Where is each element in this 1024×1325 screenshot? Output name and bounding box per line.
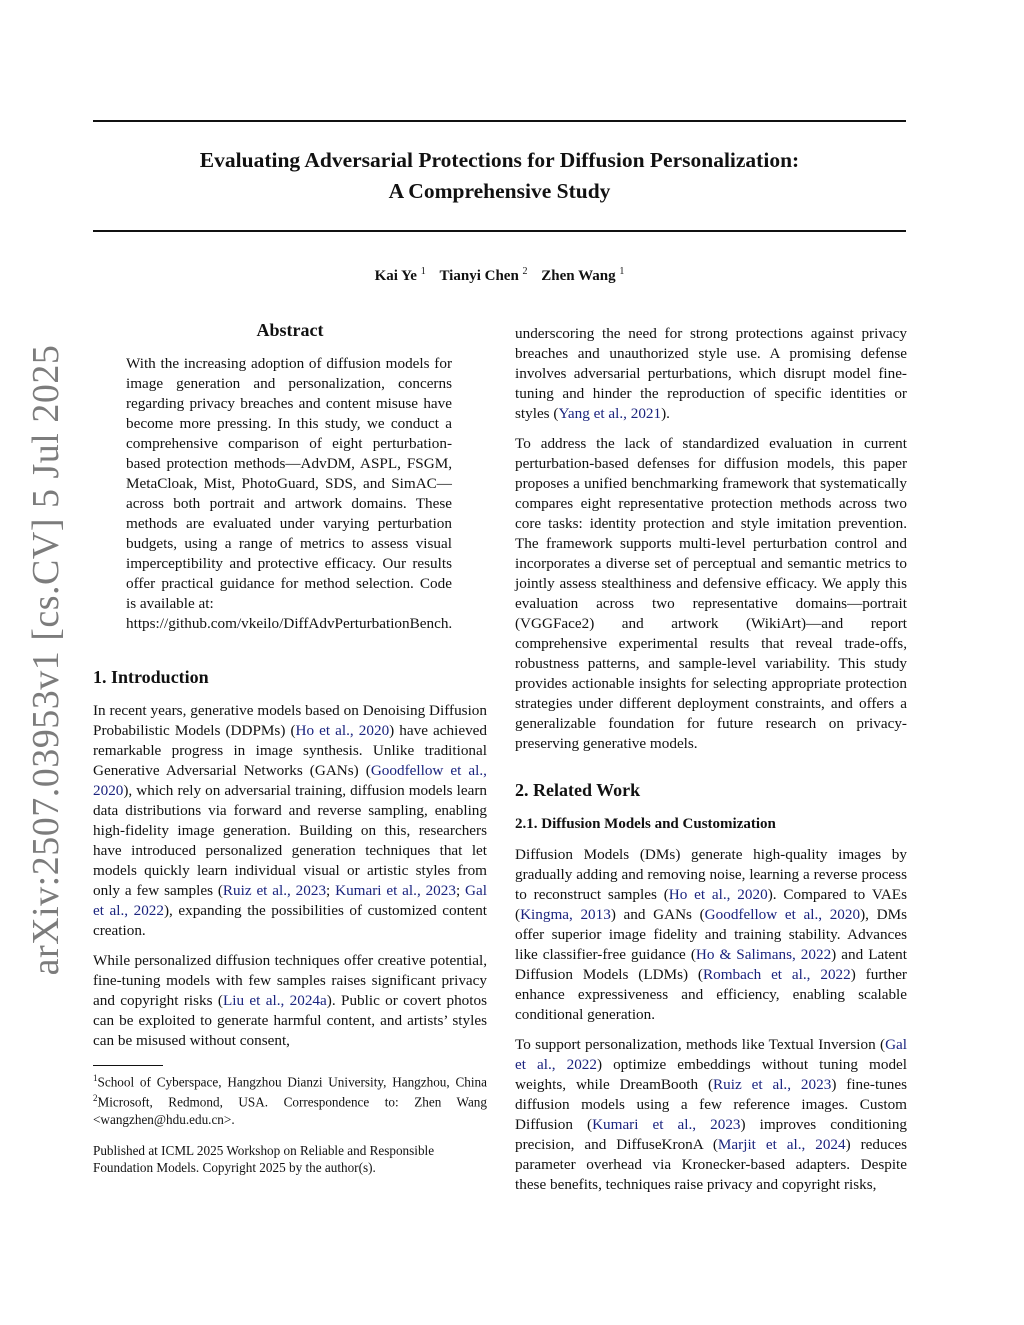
citation-link[interactable]: Ho et al., 2020 xyxy=(668,886,768,903)
introduction-heading: 1. Introduction xyxy=(93,667,209,687)
text: ) fine-tunes diffusion models using a few reference images. Custom Diffusion ( xyxy=(515,1076,908,1133)
author-name: Tianyi Chen xyxy=(439,268,519,284)
text: Microsoft, Redmond, USA. Correspondence to: Zhen Wang <wangzhen@hdu.edu.cn>. xyxy=(93,1094,487,1127)
author xyxy=(541,268,624,284)
title-rule-top xyxy=(93,120,906,122)
text: Diffusion Models (DMs) generate high-quality images by gradually adding and removing noise, learning a reverse process to reconstruct samples ( xyxy=(515,846,907,903)
intro-paragraph-1 xyxy=(93,701,487,941)
author-affiliation: 1 xyxy=(420,266,426,277)
text: School of Cyberspace, Hangzhou Dianzi University, Hangzhou, China xyxy=(97,1074,487,1090)
footnote-marker: 2 xyxy=(93,1093,98,1104)
separator: ; xyxy=(326,882,336,899)
text: ), expanding the possibilities of customized content creation. xyxy=(93,902,488,939)
footnote-rule xyxy=(93,1065,163,1066)
paper-title-line-2: A Comprehensive Study xyxy=(388,179,611,203)
citation-link[interactable]: Ruiz et al., 2023 xyxy=(222,882,327,899)
citation-link[interactable]: Kumari et al., 2023 xyxy=(592,1116,741,1133)
citation-link[interactable]: Ho & Salimans, 2022 xyxy=(695,946,832,963)
author-name: Kai Ye xyxy=(374,268,417,284)
intro-paragraph-4: To address the lack of standardized evaluation in current perturbation-based defenses for diffusion models, this paper proposes a unified benchmarking framework that systematically compares eight representative protection methods across two core tasks: identity protection and style imitation prevention. The framework supports multi-level perturbation control and incorporates a diverse set of perceptual and semantic metrics to jointly assess stealthiness and defensive efficacy. We apply this evaluation across two representative domains—portrait (VGGFace2) and artwork (WikiArt)—and report comprehensive experimental results that reveal trade-offs, robustness patterns, and sample-level variability. This study provides actionable insights for selecting appropriate protection strategies under different deployment constraints, and offers a generalizable foundation for future research on privacy-preserving generative models. xyxy=(515,435,907,752)
right-column xyxy=(515,324,907,1195)
citation-link[interactable]: Ruiz et al., 2023 xyxy=(713,1076,832,1093)
text: ). xyxy=(661,405,670,422)
text: ) optimize embeddings without tuning model weights, while DreamBooth ( xyxy=(515,1056,907,1093)
diffusion-models-subheading: 2.1. Diffusion Models and Customization xyxy=(515,816,776,832)
citation-link[interactable]: Goodfellow et al., 2020 xyxy=(93,762,487,799)
paper-title-line-1: Evaluating Adversarial Protections for Diffusion Personalization: xyxy=(199,148,800,172)
code-url[interactable]: https://github.com/vkeilo/DiffAdvPerturbationBench. xyxy=(126,615,453,632)
citation-link[interactable]: Ho et al., 2020 xyxy=(295,722,390,739)
citation-link[interactable]: Rombach et al., 2022 xyxy=(702,966,851,983)
text: ), DMs offer superior image fidelity and training stability. Advances like classifier-free guidance ( xyxy=(515,906,907,963)
abstract-heading: Abstract xyxy=(256,320,324,340)
title-rule-bottom xyxy=(93,230,906,232)
text: ) and GANs ( xyxy=(610,906,705,923)
text: ) and Latent Diffusion Models (LDMs) ( xyxy=(515,946,907,983)
text: To support personalization, methods like Textual Inversion ( xyxy=(515,1036,886,1053)
arxiv-identifier: arXiv:2507.03953v1 [cs.CV] 5 Jul 2025 xyxy=(25,344,67,976)
abstract-text: With the increasing adoption of diffusion models for image generation and personalization, concerns regarding privacy breaches and content misuse have become more pressing. In this study, we conduct a comprehensive comparison of eight perturbation-based protection methods—AdvDM, ASPL, FSGM, MetaCloak, Mist, PhotoGuard, SDS, and SimAC—across both portrait and artwork domains. These methods are evaluated under varying perturbation budgets, using a range of metrics to assess visual imperceptibility and protective efficacy. Our results offer practical guidance for method selection. Code is available at: xyxy=(126,355,452,612)
citation-link[interactable]: Kumari et al., 2023 xyxy=(335,882,456,899)
author-name: Zhen Wang xyxy=(541,268,616,284)
separator: ; xyxy=(455,882,466,899)
text: ) further enhance expressiveness and efficiency, enabling scalable conditional generation. xyxy=(515,966,907,1023)
citation-link[interactable]: Liu et al., 2024a xyxy=(222,992,327,1009)
paragraph-gap xyxy=(93,941,487,951)
related-work-heading: 2. Related Work xyxy=(515,780,641,800)
citation-link[interactable]: Gal et al., 2022 xyxy=(515,1036,907,1073)
intro-paragraph-3 xyxy=(515,324,907,424)
citation-link[interactable]: Gal et al., 2022 xyxy=(93,882,487,919)
publication-note: Published at ICML 2025 Workshop on Reliable and Responsible Foundation Models. Copyright 2025 by the author(s). xyxy=(93,1142,435,1175)
left-column xyxy=(93,318,487,1176)
affiliation-footnote xyxy=(93,1070,487,1128)
text: While personalized diffusion techniques offer creative potential, fine-tuning models with few samples raises significant privacy and copyright risks ( xyxy=(93,952,487,1009)
abstract-body xyxy=(126,354,452,634)
text: ) improves conditioning precision, and DiffuseKronA ( xyxy=(515,1116,908,1153)
citation-link[interactable]: Marjit et al., 2024 xyxy=(717,1136,846,1153)
citation-link[interactable]: Goodfellow et al., 2020 xyxy=(704,906,861,923)
citation-link[interactable]: Kingma, 2013 xyxy=(520,906,611,923)
intro-paragraph-2 xyxy=(93,951,487,1051)
related-paragraph-1 xyxy=(515,845,907,1025)
author xyxy=(439,268,527,284)
text: ), which rely on adversarial training, diffusion models learn data distributions via forward and reverse sampling, enabling high-fidelity image generation. Building on this, researchers have introduced personalized generation techniques that let models quickly learn individual visual or artistic styles from only a few samples ( xyxy=(93,782,487,899)
paragraph-gap xyxy=(515,424,907,434)
text: ) reduces parameter overhead via Kronecker-based adapters. Despite these benefits, techniques raise privacy and copyright risks, xyxy=(515,1136,908,1193)
related-paragraph-2 xyxy=(515,1035,907,1195)
author-list xyxy=(93,266,906,285)
author-affiliation: 1 xyxy=(619,266,625,277)
text: In recent years, generative models based on Denoising Diffusion Probabilistic Models (DDPMs) ( xyxy=(93,702,487,739)
footnote-marker: 1 xyxy=(93,1073,98,1083)
text: ). Public or covert photos can be exploited to generate harmful content, and artists’ styles can be misused without consent, xyxy=(93,992,487,1049)
text: ) have achieved remarkable progress in image synthesis. Unlike traditional Generative Adversarial Networks (GANs) ( xyxy=(93,722,487,779)
text: ). Compared to VAEs ( xyxy=(515,886,907,923)
text: underscoring the need for strong protections against privacy breaches and unauthorized style use. A promising defense involves adversarial perturbations, which disrupt model fine-tuning and hinder the reproduction of specific identities or styles ( xyxy=(515,325,907,422)
citation-link[interactable]: Yang et al., 2021 xyxy=(558,405,662,422)
paragraph-gap xyxy=(515,1025,907,1035)
author-affiliation: 2 xyxy=(522,266,528,277)
author xyxy=(375,268,426,284)
